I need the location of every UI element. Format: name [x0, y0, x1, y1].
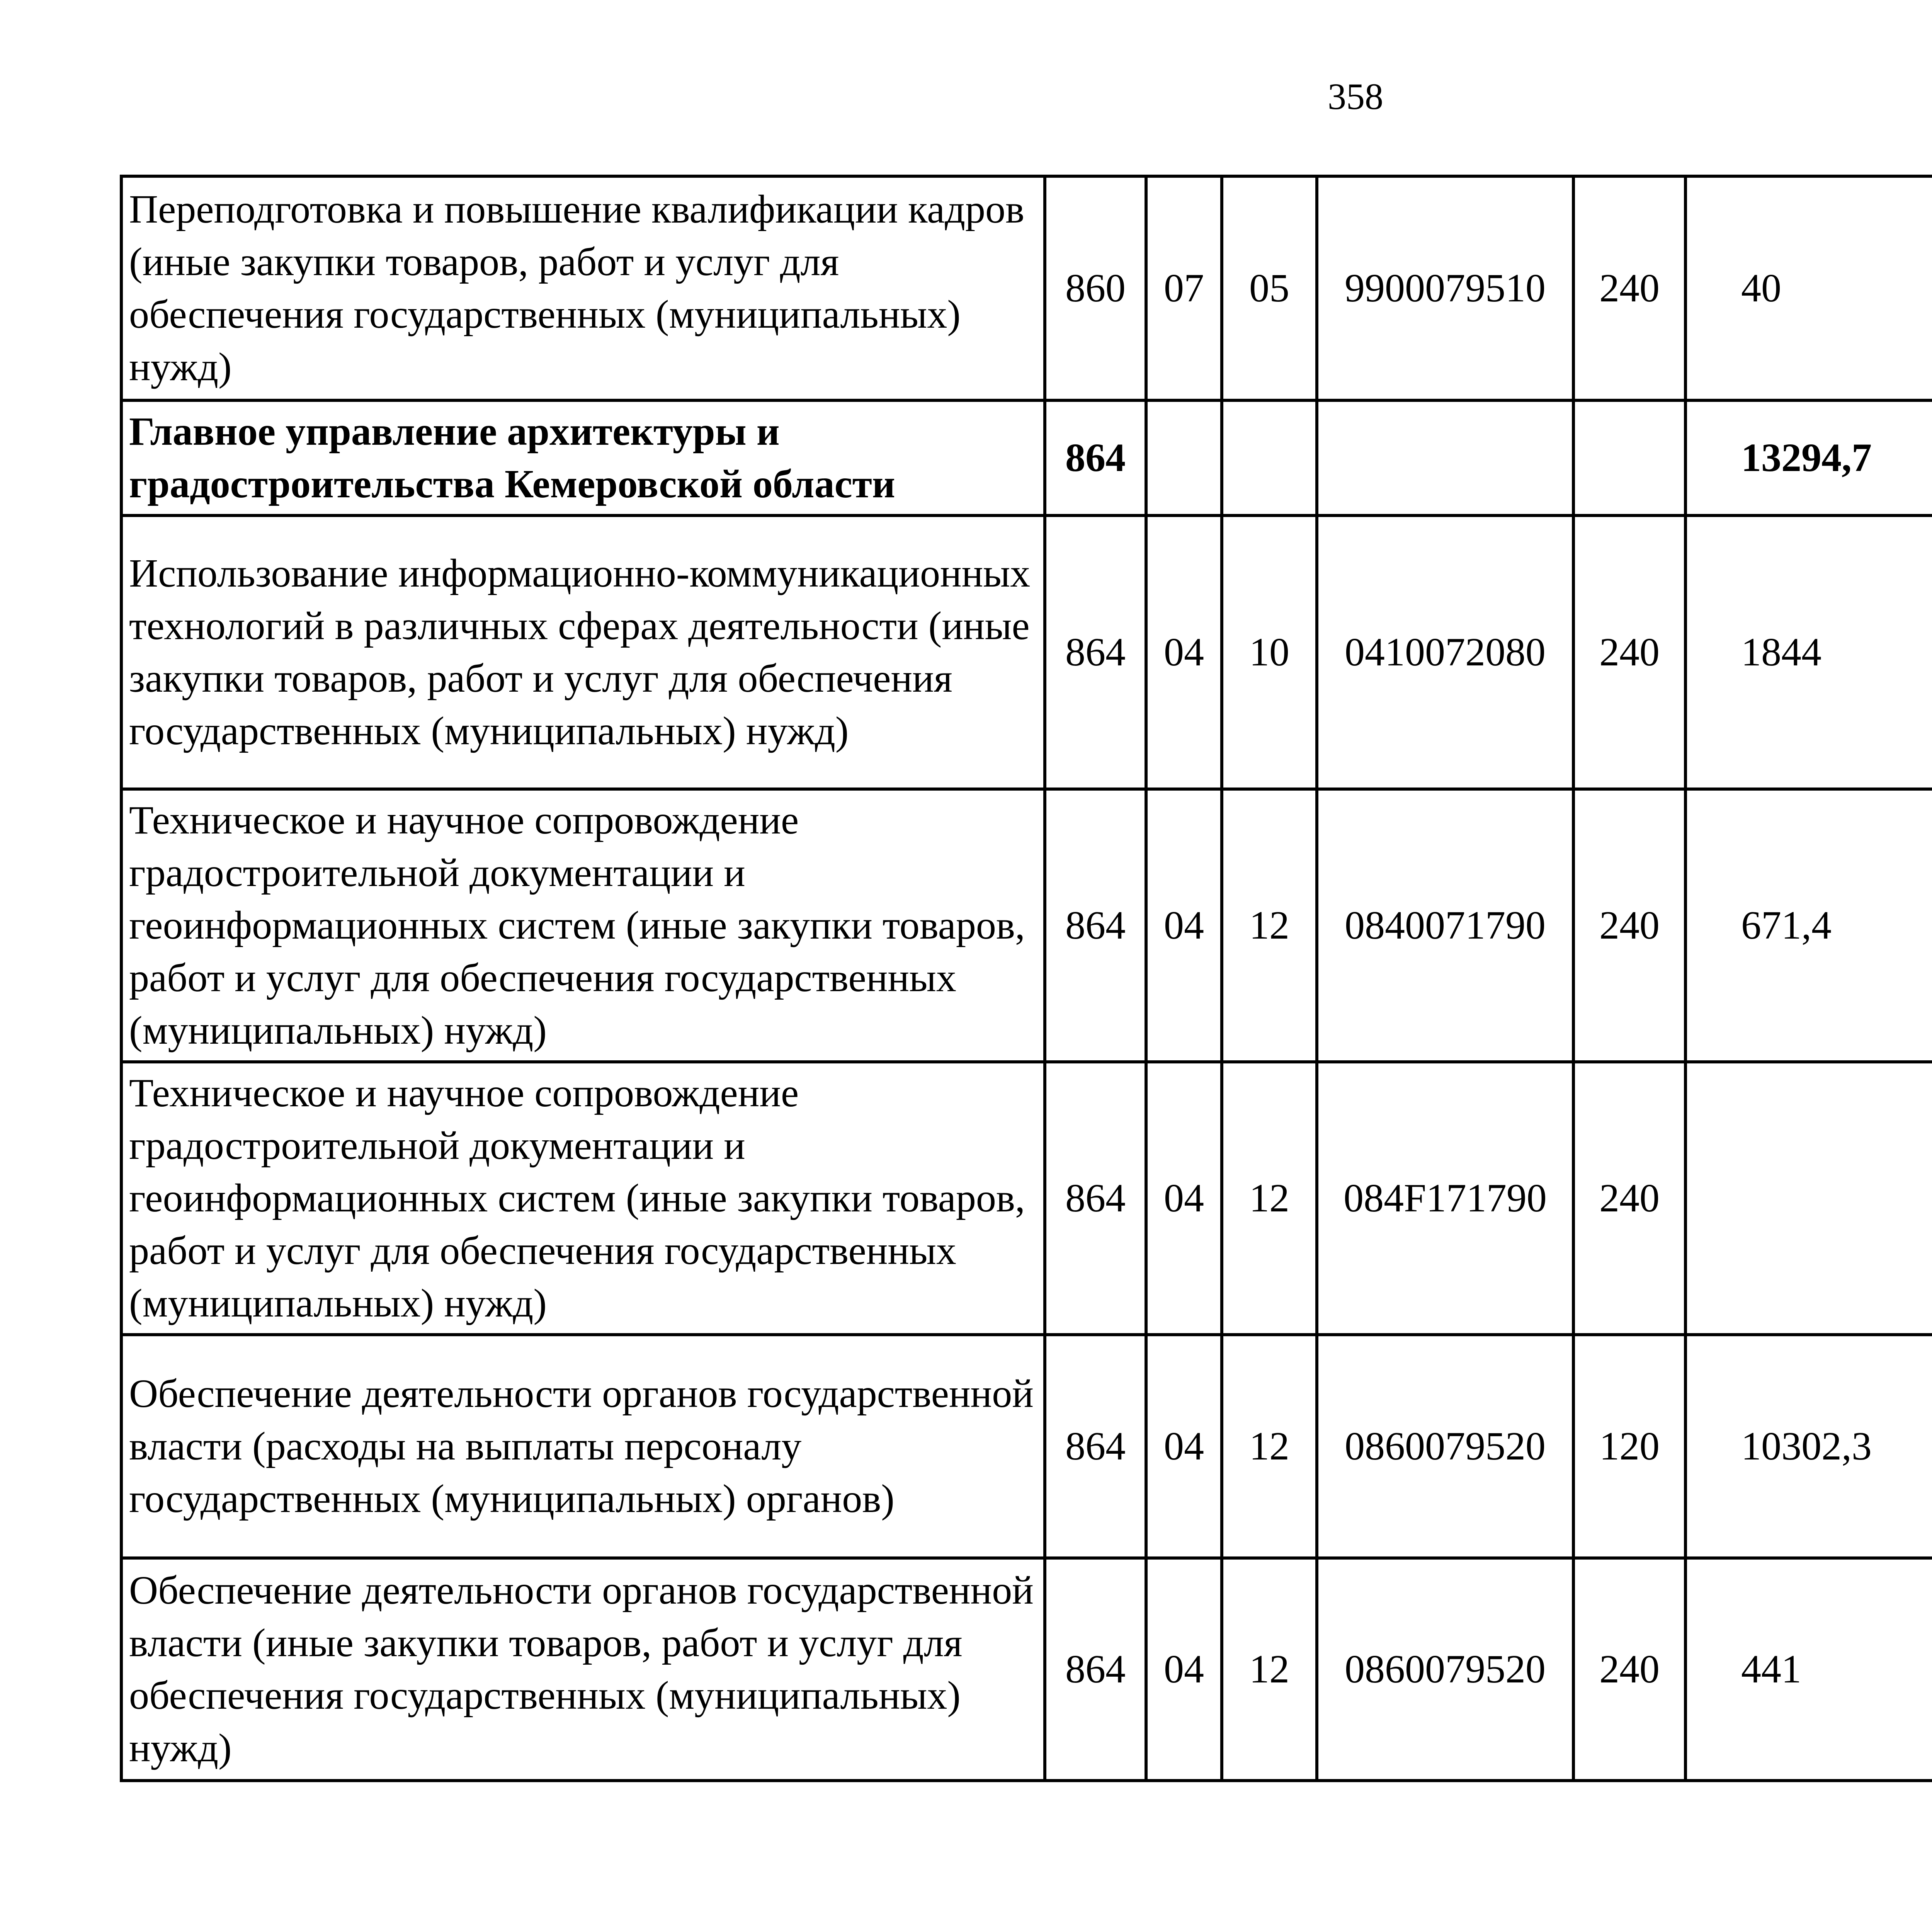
- subsection-code: 12: [1222, 1558, 1317, 1781]
- amount-year-1: 40: [1685, 176, 1932, 400]
- row-name: Использование информационно-коммуникационных технологий в различных сферах деятельности (иные закупки товаров, работ и услуг для обеспечения государственных (муниципальных) нужд): [121, 515, 1045, 789]
- section-code: 04: [1146, 789, 1222, 1062]
- subsection-code: 05: [1222, 176, 1317, 400]
- section-code: 04: [1146, 1335, 1222, 1558]
- section-code: 04: [1146, 515, 1222, 789]
- row-name: Обеспечение деятельности органов государственной власти (расходы на выплаты персоналу государственных (муниципальных) органов): [121, 1335, 1045, 1558]
- expense-type-code: 240: [1573, 176, 1685, 400]
- ministry-code: 864: [1045, 1062, 1146, 1335]
- ministry-code: 864: [1045, 400, 1146, 515]
- subsection-code: [1222, 400, 1317, 515]
- page-number: 358: [1328, 76, 1383, 117]
- subsection-code: 12: [1222, 1062, 1317, 1335]
- target-article-code: [1317, 400, 1573, 515]
- table-row: [121, 1335, 1932, 1558]
- table-row: [121, 176, 1932, 400]
- expense-type-code: 120: [1573, 1335, 1685, 1558]
- amount-year-1: [1685, 1062, 1932, 1335]
- subsection-code: 10: [1222, 515, 1317, 789]
- target-article-code: 9900079510: [1317, 176, 1573, 400]
- amount-year-1: 10302,3: [1685, 1335, 1932, 1558]
- amount-year-1: 1844: [1685, 515, 1932, 789]
- table-row: [121, 400, 1932, 515]
- ministry-code: 864: [1045, 1558, 1146, 1781]
- amount-year-1: 441: [1685, 1558, 1932, 1781]
- table-row: [121, 1558, 1932, 1781]
- subsection-code: 12: [1222, 1335, 1317, 1558]
- row-name: Техническое и научное сопровождение градостроительной документации и геоинформационных систем (иные закупки товаров, работ и услуг для обеспечения государственных (муниципальных) нужд): [121, 1062, 1045, 1335]
- section-code: 04: [1146, 1558, 1222, 1781]
- table-row: [121, 515, 1932, 789]
- section-code: [1146, 400, 1222, 515]
- expense-type-code: 240: [1573, 789, 1685, 1062]
- table-row: [121, 789, 1932, 1062]
- table-row: [121, 1062, 1932, 1335]
- amount-year-1: 13294,7: [1685, 400, 1932, 515]
- ministry-code: 860: [1045, 176, 1146, 400]
- expense-type-code: [1573, 400, 1685, 515]
- ministry-code: 864: [1045, 789, 1146, 1062]
- target-article-code: 0860079520: [1317, 1335, 1573, 1558]
- row-name: Переподготовка и повышение квалификации кадров (иные закупки товаров, работ и услуг для обеспечения государственных (муниципальных) нужд): [121, 176, 1045, 400]
- target-article-code: 0860079520: [1317, 1558, 1573, 1781]
- row-name: Техническое и научное сопровождение градостроительной документации и геоинформационных систем (иные закупки товаров, работ и услуг для обеспечения государственных (муниципальных) нужд): [121, 789, 1045, 1062]
- amount-year-1: 671,4: [1685, 789, 1932, 1062]
- section-code: 07: [1146, 176, 1222, 400]
- row-name: Главное управление архитектуры и градостроительства Кемеровской области: [121, 400, 1045, 515]
- target-article-code: 084F171790: [1317, 1062, 1573, 1335]
- expense-type-code: 240: [1573, 1062, 1685, 1335]
- budget-table: [120, 175, 1932, 1782]
- expense-type-code: 240: [1573, 1558, 1685, 1781]
- row-name: Обеспечение деятельности органов государственной власти (иные закупки товаров, работ и услуг для обеспечения государственных (муниципальных) нужд): [121, 1558, 1045, 1781]
- target-article-code: 0410072080: [1317, 515, 1573, 789]
- ministry-code: 864: [1045, 1335, 1146, 1558]
- expense-type-code: 240: [1573, 515, 1685, 789]
- ministry-code: 864: [1045, 515, 1146, 789]
- section-code: 04: [1146, 1062, 1222, 1335]
- subsection-code: 12: [1222, 789, 1317, 1062]
- target-article-code: 0840071790: [1317, 789, 1573, 1062]
